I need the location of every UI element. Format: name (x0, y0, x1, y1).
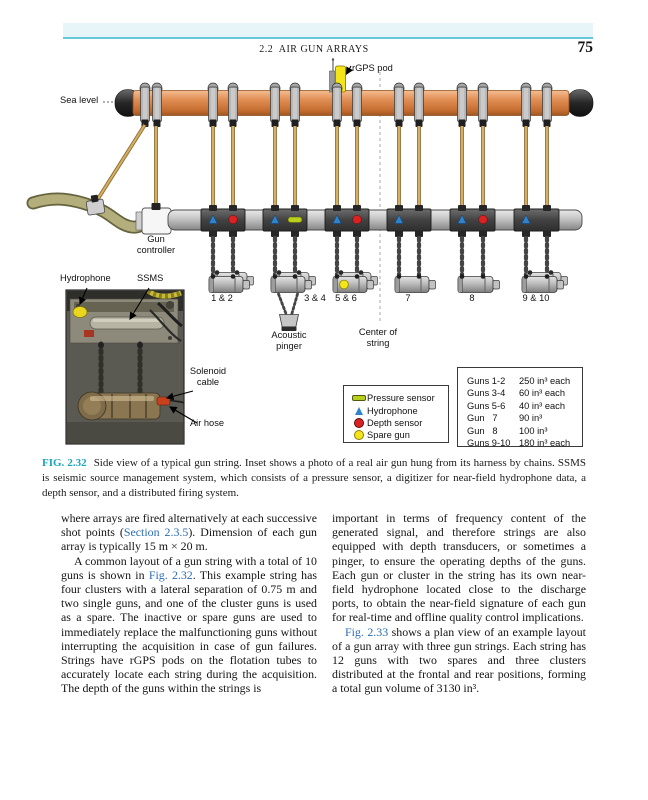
page-number: 75 (577, 39, 593, 56)
sea-level-label: Sea level (60, 95, 99, 105)
suspension-ropes (156, 126, 547, 208)
depth-sensor-icon (353, 215, 362, 224)
gun-volume-row (467, 426, 582, 438)
gun-volume: 60 in³ each (519, 388, 565, 399)
gun-volume-table (457, 367, 583, 447)
rgps-pod-label: rGPS pod (352, 63, 393, 73)
gun-name: Gun 8 (467, 425, 498, 436)
legend-label: Pressure sensor (367, 393, 435, 404)
running-head: 2.2 AIR GUN ARRAYS (259, 44, 369, 55)
paragraph (61, 511, 317, 554)
airgun-photo (66, 290, 184, 444)
figure-caption-tag: FIG. 2.32 (42, 457, 87, 469)
sensor-legend (343, 385, 449, 443)
crossref-link[interactable]: Section 2.3.5 (123, 525, 189, 540)
gun-volume-row (467, 438, 582, 450)
gun-volume: 100 in³ (519, 425, 548, 436)
pressure-sensor-icon (352, 395, 366, 401)
center-of-string-label: Center of string (358, 327, 398, 348)
body-column-left (61, 511, 317, 696)
gun-volume: 250 in³ each (519, 376, 571, 386)
gun-controller-box (136, 203, 171, 234)
gun-volume: 40 in³ each (519, 400, 565, 411)
figure-caption-text: Side view of a typical gun string. Inset shows a photo of a real air gun hung from its harness by chains. SSMS is seismic source management system, which consists of a pressure sensor, a digitizer for near-field hydrophone data, a depth sensor, and a distributed firing system. (42, 457, 586, 499)
gun-volume-row (467, 413, 582, 425)
ssms-label: SSMS (137, 273, 164, 283)
station-label: 3 & 4 (304, 293, 326, 303)
sensor-block (201, 209, 245, 231)
gun-name: Gun 7 (467, 413, 498, 424)
station-label: 8 (469, 293, 475, 303)
spare-gun-icon (354, 430, 364, 440)
text-run: A common layout of a gun string with a total of 10 guns is shown in (61, 553, 317, 582)
sensor-block (325, 209, 369, 231)
legend-item (350, 429, 448, 441)
sensor-block (514, 209, 559, 231)
station-label: 9 & 10 (522, 293, 550, 303)
rgps-pod-arrow (347, 66, 352, 74)
gun-volume-row (467, 401, 582, 413)
depth-sensor-icon (479, 215, 488, 224)
solenoid-cable-label: Solenoid cable (189, 366, 227, 387)
hydrophone-icon (355, 407, 363, 415)
depth-sensor-icon (354, 418, 364, 428)
air-hose-label: Air hose (189, 418, 225, 428)
sensor-block (450, 209, 495, 231)
station-label: 7 (405, 293, 411, 303)
station-label: 5 & 6 (335, 293, 357, 303)
gun-controller-label: Gun controller (136, 234, 176, 255)
figure-caption (42, 456, 586, 501)
gun-name: Guns 5-6 (467, 400, 506, 411)
paragraph (61, 554, 317, 696)
crossref-link[interactable]: Fig. 2.32 (148, 567, 193, 582)
text-run: where arrays are fired alternatively at each successive shot points ( (61, 511, 317, 540)
legend-item (350, 404, 448, 416)
gun-name: Guns 3-4 (467, 388, 506, 399)
legend-label: Hydrophone (367, 405, 418, 416)
front-harness-rope (96, 121, 148, 202)
text-run: shows a plan view of an example layout of a gun array with three gun strings. Each string has 12 guns with two spares and three clusters distributed at the frontal and rear positions, forming a total gun volume of 3130 in³. (332, 624, 586, 696)
legend-label: Spare gun (367, 430, 410, 441)
text-run: ). Dimension of each gun array is typically 15 m × 20 m. (61, 525, 318, 554)
station-label: 1 & 2 (211, 293, 233, 303)
gun-station (450, 205, 500, 293)
depth-sensor-icon (229, 215, 238, 224)
body-column-right (332, 511, 586, 696)
gun-volume-row (467, 376, 582, 388)
text-run: important in terms of frequency content of the generated signal, and therefore strings are also equipped with depth transducers, or sometimes a pinger, to ensure the operating depths of the guns. Each gun or cluster in the string has its own near-field hydrophone located close to the discharge ports, to obtain the near-field signature of each gun for real-time and offline quality control implications. (332, 511, 586, 625)
gun-station (387, 205, 436, 293)
gun-volume: 180 in³ each (519, 437, 571, 448)
umbilical-cable (33, 194, 147, 227)
crossref-link[interactable]: Fig. 2.33 (345, 624, 389, 639)
legend-item (350, 417, 448, 429)
gun-volume: 90 in³ (519, 413, 543, 424)
pressure-sensor-icon (288, 217, 302, 223)
text-run: . This example string has four clusters with a lateral separation of 0.75 m and two single guns, and one of the cluster guns is used as a spare. The inactive or spare guns are used to immediately replace the malfunctioning guns without interrupting the acquisition in case of gun failures. Strings have rGPS pods on the flotation tubes to accurately locate each string during the acquisition. The depth of the guns within the strings is (61, 567, 318, 696)
paragraph (332, 625, 586, 696)
legend-item (350, 392, 448, 404)
paragraph (332, 511, 586, 625)
sensor-block (387, 209, 431, 231)
spare-gun-marker (340, 280, 349, 289)
gun-name: Guns 9-10 (467, 437, 511, 448)
gun-volume-row (467, 388, 582, 400)
legend-label: Depth sensor (367, 417, 423, 428)
acoustic-pinger-label: Acoustic pinger (271, 330, 307, 351)
hydrophone-label: Hydrophone (60, 273, 111, 283)
gun-name: Guns 1-2 (467, 376, 506, 386)
